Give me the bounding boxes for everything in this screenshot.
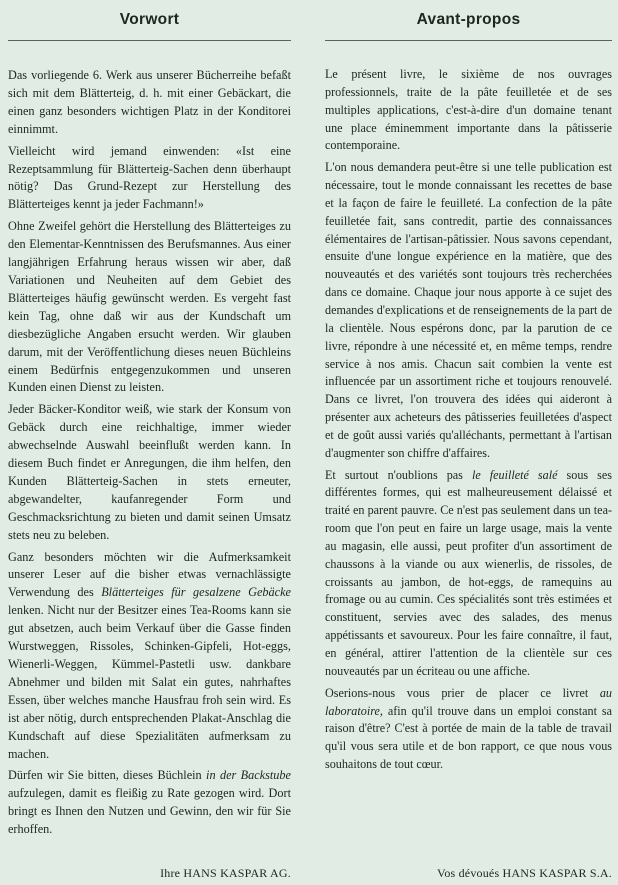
german-body xyxy=(8,67,291,839)
german-column xyxy=(8,0,291,880)
french-heading-rule xyxy=(325,40,612,41)
french-column xyxy=(325,0,613,880)
german-heading-rule xyxy=(8,40,291,41)
french-p4-text-a: Oserions-nous vous prier de placer ce livret xyxy=(325,685,600,700)
german-paragraph-2: Vielleicht wird jemand einwenden: «Ist eine Rezeptsammlung für Blätterteig-Sachen denn überhaupt nötig? Das Grund-Rezept zur Herstellung des Blätterteiges kennt ja jeder Fachmann!» xyxy=(8,143,291,212)
french-signature: Vos dévoués HANS KASPAR S.A. xyxy=(437,866,612,880)
german-paragraph-5 xyxy=(8,549,291,764)
french-p3-text-a: Et surtout n'oublions pas xyxy=(325,467,472,482)
french-paragraph-4 xyxy=(325,685,612,774)
french-p3-italic: le feuilleté salé xyxy=(471,467,558,482)
german-p6-italic: in der Backstube xyxy=(206,768,291,783)
french-paragraph-1: Le présent livre, le sixième de nos ouvrages professionnels, traite de la pâte feuilletée et de ses multiples applications, c'est-à-dire d'un domaine tenant une place éminemment importante dans la pâtisserie contemporaine. xyxy=(325,67,612,153)
german-p5-italic: Blätterteiges für gesalzene Gebäcke xyxy=(101,585,291,600)
german-heading: Vorwort xyxy=(119,11,180,28)
german-p6-text-a: Dürfen wir Sie bitten, dieses Büchlein xyxy=(8,768,207,783)
french-p4-italic: au laboratoire, xyxy=(325,685,612,718)
german-p6-text-b: aufzulegen, damit es fleißig zu Rate gezogen wird. Dort bringt es Ihnen den Nutzen und Gewinn, den wir für Sie erhoffen. xyxy=(8,786,291,837)
french-paragraph-2: L'on nous demandera peut-être si une telle publication est nécessaire, tout le monde connaissant les recettes de base et la façon de faire le feuilleté. La confection de la pâte feuilletée fait, sans contredit, partie des connaissances élémentaires de l'artisan-pâtissier. Nous savons cependant, ensuite d'une longue expérience en la matière, que des nouveautés et des variétés sont toujours très recherchées dans ce domaine. Chaque jour nous apporte à ce sujet des demandes d'explications et de renseignements de la part de la clientèle. Nous espérons donc, par la parution de ce livre, répondre à une nécessité et, en même temps, rendre service à nos amis. Chacun sait combien la vente est influencée par un assortiment riche et toujours renouvelé. Dans ce livret, l'on trouvera des idées qui aideront à présenter aux acheteurs des pâtisseries feuilletées d'aspect et de goût aussi variés qu'alléchants, permettant à l'artisan d'augmenter son chiffre d'affaires. xyxy=(325,160,612,460)
french-heading: Avant-propos xyxy=(416,11,521,28)
french-p4-text-b: afin qu'il trouve dans un emploi constant sa raison d'être? C'est à portée de main de la table de travail qu'il vous sera utile et de bon rapport, ce que nous vous souhaitons de tout cœur. xyxy=(325,703,612,772)
french-p3-text-b: sous ses différentes formes, qui est malheureusement délaissé et traité en parent pauvre. Ce n'est pas seulement dans un tea-room que l'on peut en faire un large usage, mais la vente au magasin, elle aussi, peut profiter d'un assortiment de chaussons à la viande ou aux wienerlis, de rissoles, de croissants au jambon, de hot-eggs, de ramequins au fromage ou au cumin. Ces spécialités sont très estimées et constituent, servies avec des salades, des menus appétissants et savoureux. Pour les faire connaître, il faut, en général, attirer l'attention de la clientèle sur ces nouveautés par un écriteau ou une affiche. xyxy=(325,467,613,678)
german-p5-text-a: Ganz besonders möchten wir die Aufmerksamkeit unserer Leser auf die bisher etwas vernachlässigte Verwendung des xyxy=(8,549,291,600)
german-paragraph-4: Jeder Bäcker-Konditor weiß, wie stark der Konsum von Gebäck durch eine reichhaltige, immer wieder abwechselnde Auswahl beeinflußt werden kann. In diesem Buch findet er Anregungen, die ihm helfen, den Kunden Blätterteig-Sachen in stets erneuter, abgewandelter, kaufanregender Form und Geschmacksrichtung zu bieten und damit seinen Umsatz stets neu zu beleben. xyxy=(8,402,291,542)
german-paragraph-1: Das vorliegende 6. Werk aus unserer Bücherreihe befaßt sich mit dem Blätterteig, d. h. mit einer Gebäckart, die einen ganz besonders wichtigen Platz in der Konditorei einnimmt. xyxy=(8,68,291,136)
french-paragraph-3 xyxy=(325,467,612,681)
german-paragraph-3: Ohne Zweifel gehört die Herstellung des Blätterteiges zu den Elementar-Kenntnissen des Berufsmannes. Aus einer langjährigen Erfahrung heraus wissen wir aber, daß Variationen und Neuheiten auf dem Gebiet des Blätterteiges häufig gewünscht werden. Es vergeht fast kein Tag, ohne daß wir aus der Kundschaft um diesbezügliche Angaben ersucht werden. Wir glauben darum, mit der Veröffentlichung dieses neuen Büchleins einem Bedürfnis entgegenzukommen und unseren Kunden einen Dienst zu leisten. xyxy=(8,219,291,395)
german-signature: Ihre HANS KASPAR AG. xyxy=(160,866,291,880)
german-paragraph-6 xyxy=(8,767,291,839)
german-p5-text-b: lenken. Nicht nur der Besitzer eines Tea-Rooms kann sie gut absetzen, auch beim Verkauf über die Gasse finden Wurstweggen, Rissoles, Schinken-Gipfeli, Hot-eggs, Wienerli-Weggen, Kümmel-Pastetli usw. dankbare Abnehmer und bilden mit Salat ein gutes, nahrhaftes Essen, über welches manche Hausfrau froh sein wird. Es ist aber nötig, durch entsprechenden Plakat-Anschlag die Kundschaft auf diese Spezialitäten aufmerksam zu machen. xyxy=(8,603,291,761)
french-body xyxy=(325,66,612,774)
